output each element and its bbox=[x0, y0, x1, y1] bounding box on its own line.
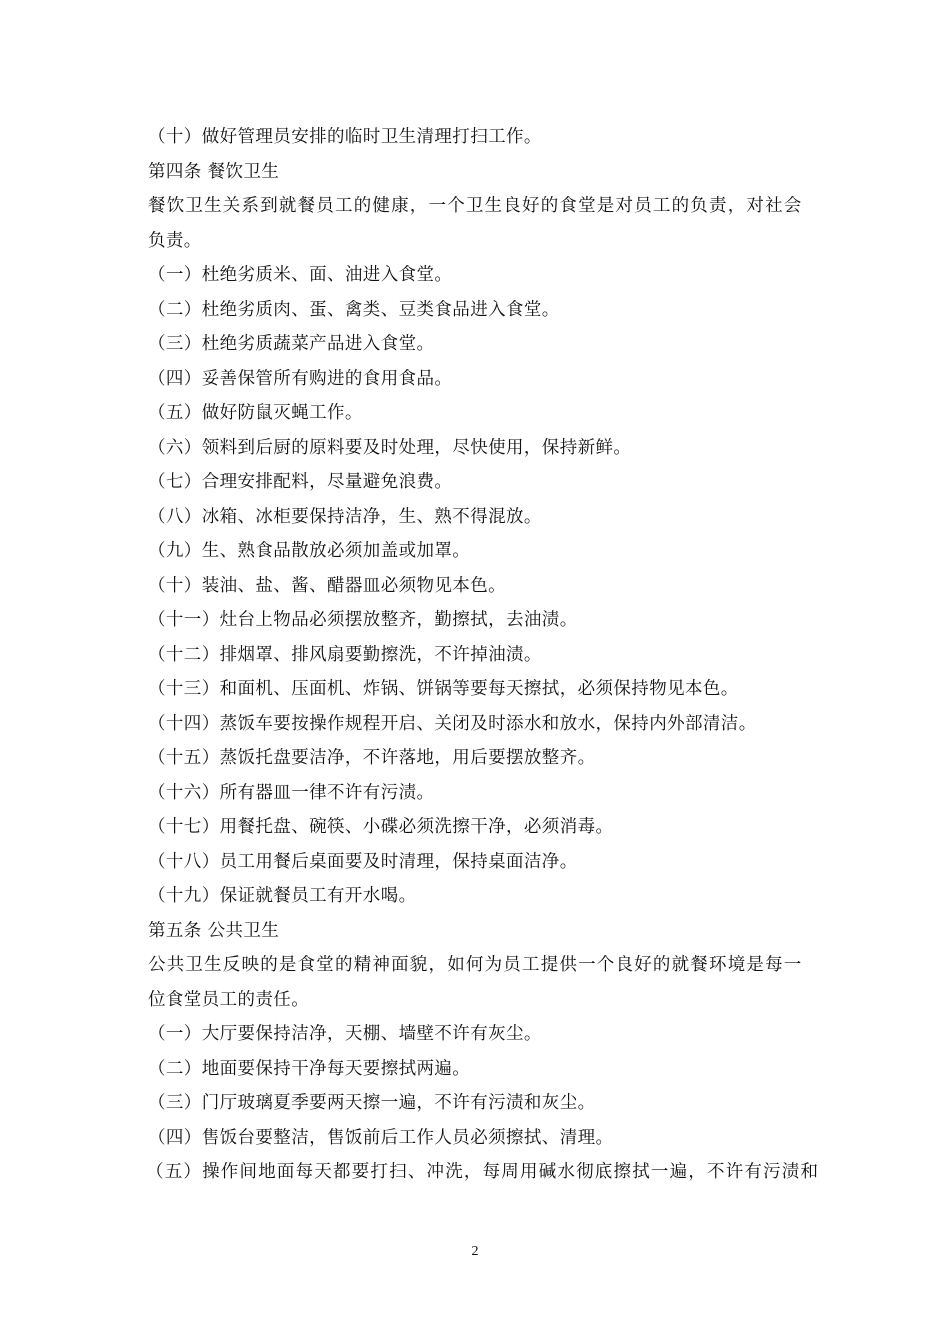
list-item: （十七）用餐托盘、碗筷、小碟必须洗擦干净，必须消毒。 bbox=[148, 817, 614, 837]
section-heading: 第五条 公共卫生 bbox=[148, 920, 280, 941]
list-item: （五）做好防鼠灭蝇工作。 bbox=[148, 403, 363, 423]
list-item: （七）合理安排配料，尽量避免浪费。 bbox=[148, 472, 453, 492]
list-item: （十二）排烟罩、排风扇要勤擦洗，不许掉油渍。 bbox=[148, 644, 542, 665]
list-item: （二）杜绝劣质肉、蛋、禽类、豆类食品进入食堂。 bbox=[148, 299, 560, 320]
list-item: （二）地面要保持干净每天要擦拭两遍。 bbox=[148, 1058, 471, 1079]
list-item: （四）妥善保管所有购进的食用食品。 bbox=[148, 368, 453, 389]
paragraph-line: 公共卫生反映的是食堂的精神面貌，如何为员工提供一个良好的就餐环境是每一 bbox=[148, 955, 803, 975]
page-number: 2 bbox=[471, 1244, 479, 1259]
list-item: （五）操作间地面每天都要打扫、冲洗，每周用碱水彻底擦拭一遍，不许有污渍和 bbox=[146, 1162, 820, 1182]
list-item: （十一）灶台上物品必须摆放整齐，勤擦拭，去油渍。 bbox=[148, 610, 578, 630]
list-item: （十）装油、盐、酱、醋器皿必须物见本色。 bbox=[148, 575, 506, 596]
list-item: （十三）和面机、压面机、炸锅、饼锅等要每天擦拭，必须保持物见本色。 bbox=[148, 679, 739, 699]
paragraph-line: 负责。 bbox=[148, 230, 202, 251]
list-item: （三）门厅玻璃夏季要两天擦一遍，不许有污渍和灰尘。 bbox=[148, 1093, 596, 1113]
document-body bbox=[148, 120, 818, 1190]
list-item: （十）做好管理员安排的临时卫生清理打扫工作。 bbox=[148, 127, 542, 147]
paragraph-line: 餐饮卫生关系到就餐员工的健康，一个卫生良好的食堂是对员工的负责，对社会 bbox=[148, 196, 803, 216]
list-item: （十五）蒸饭托盘要洁净，不许落地，用后要摆放整齐。 bbox=[148, 748, 596, 768]
list-item: （十九）保证就餐员工有开水喝。 bbox=[148, 886, 417, 906]
list-item: （十四）蒸饭车要按操作规程开启、关闭及时添水和放水，保持内外部清洁。 bbox=[148, 713, 757, 734]
list-item: （三）杜绝劣质蔬菜产品进入食堂。 bbox=[148, 334, 435, 354]
list-item: （六）领料到后厨的原料要及时处理，尽快使用，保持新鲜。 bbox=[148, 437, 632, 458]
list-item: （一）杜绝劣质米、面、油进入食堂。 bbox=[148, 265, 453, 285]
list-item: （四）售饭台要整洁，售饭前后工作人员必须擦拭、清理。 bbox=[148, 1127, 614, 1148]
list-item: （九）生、熟食品散放必须加盖或加罩。 bbox=[148, 541, 471, 561]
list-item: （十六）所有器皿一律不许有污渍。 bbox=[148, 782, 435, 803]
list-item: （十八）员工用餐后桌面要及时清理，保持桌面洁净。 bbox=[148, 851, 578, 872]
section-heading: 第四条 餐饮卫生 bbox=[148, 161, 280, 182]
list-item: （一）大厅要保持洁净，天棚、墙壁不许有灰尘。 bbox=[148, 1024, 542, 1044]
paragraph-line: 位食堂员工的责任。 bbox=[148, 989, 310, 1010]
list-item: （八）冰箱、冰柜要保持洁净，生、熟不得混放。 bbox=[148, 506, 542, 527]
